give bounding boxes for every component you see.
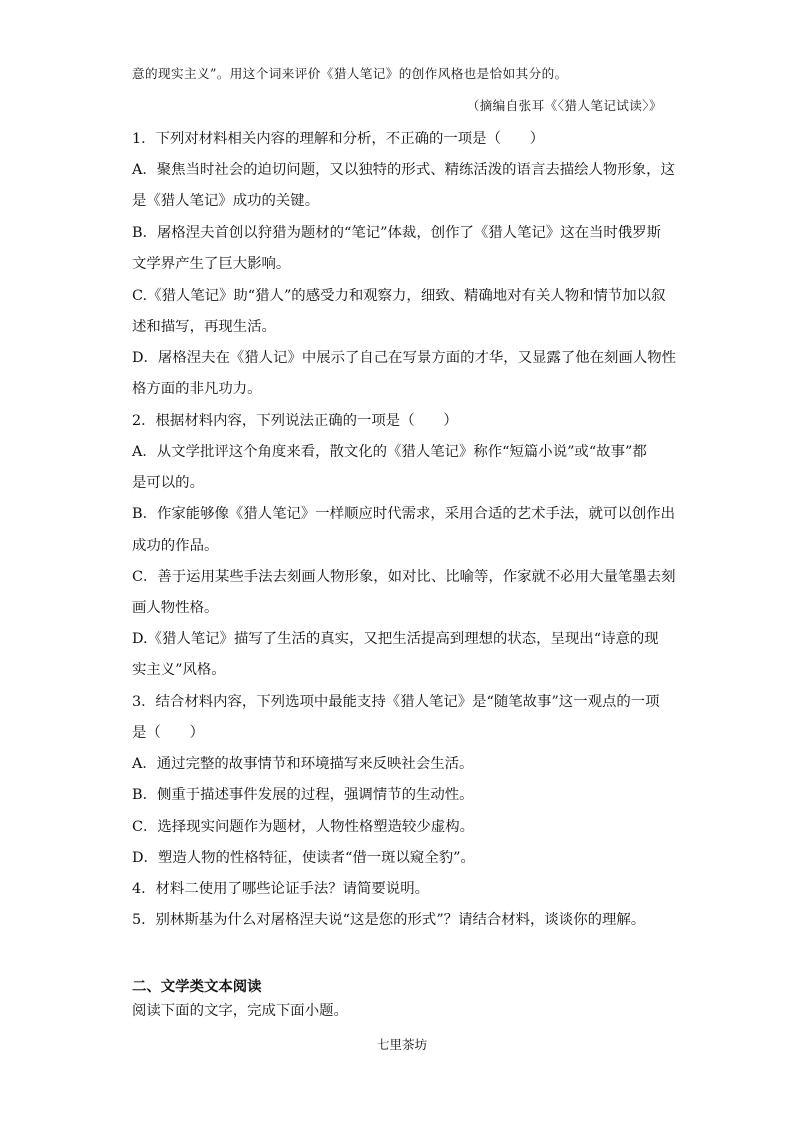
- q3-option-c: C．选择现实问题作为题材，人物性格塑造较少虚构。: [132, 819, 474, 835]
- q1-option-a-line2: 是《猎人笔记》成功的关键。: [132, 193, 320, 209]
- citation: （摘编自张耳《〈猎人笔记试读〉》: [466, 98, 662, 113]
- q2-option-b-line1: B．作家能够像《猎人笔记》一样顺应时代需求，采用合适的艺术手法，就可以创作出: [132, 506, 676, 522]
- q1-option-b-line1: B．屠格涅夫首创以狩猎为题材的“笔记”体裁，创作了《猎人笔记》这在当时俄罗斯: [132, 225, 661, 241]
- story-title: 七里茶坊: [376, 1037, 428, 1052]
- q1-option-a-line1: A．聚焦当时社会的迫切问题，又以独特的形式、精练活泼的语言去描绘人物形象，这: [132, 162, 675, 178]
- question-1-stem: 1．下列对材料相关内容的理解和分析，不正确的一项是（ ）: [132, 131, 545, 147]
- q1-option-d-line2: 格方面的非凡功力。: [132, 381, 262, 397]
- question-3-stem-line2: 是（ ）: [132, 725, 204, 741]
- q3-option-a: A．通过完整的故事情节和环境描写来反映社会生活。: [132, 756, 474, 772]
- q1-option-c-line1: C.《猎人笔记》助“猎人”的感受力和观察力，细致、精确地对有关人物和情节加以叙: [132, 288, 666, 304]
- q2-option-c-line1: C．善于运用某些手法去刻画人物形象，如对比、比喻等，作家就不必用大量笔墨去刻: [132, 569, 676, 585]
- q3-option-b: B．侧重于描述事件发展的过程，强调情节的生动性。: [132, 787, 474, 803]
- q2-option-b-line2: 成功的作品。: [132, 538, 219, 554]
- q2-option-c-line2: 画人物性格。: [132, 600, 219, 616]
- q1-option-d-line1: D．屠格涅夫在《猎人记》中展示了自己在写景方面的才华，又显露了他在刻画人物性: [132, 350, 676, 366]
- q3-option-d: D．塑造人物的性格特征，使读者“借一斑以窥全豹”。: [132, 850, 475, 866]
- q2-option-d-line2: 实主义”风格。: [132, 662, 226, 678]
- q2-option-a-line2: 是可以的。: [132, 475, 204, 491]
- intro-line: 意的现实主义”。用这个词来评价《猎人笔记》的创作风格也是恰如其分的。: [132, 66, 568, 81]
- q1-option-c-line2: 述和描写，再现生活。: [132, 319, 276, 335]
- q2-option-a-line1: A．从文学批评这个角度来看，散文化的《猎人笔记》称作“短篇小说”或“故事”都: [132, 444, 647, 460]
- q2-option-d-line1: D.《猎人笔记》描写了生活的真实，又把生活提高到理想的状态，呈现出“诗意的现: [132, 631, 659, 647]
- q1-option-b-line2: 文学界产生了巨大影响。: [132, 256, 291, 272]
- question-2-stem: 2．根据材料内容，下列说法正确的一项是（ ）: [132, 413, 458, 429]
- question-3-stem-line1: 3．结合材料内容，下列选项中最能支持《猎人笔记》是“随笔故事”这一观点的一项: [132, 694, 660, 710]
- question-4-stem: 4．材料二使用了哪些论证手法？请简要说明。: [132, 881, 429, 897]
- section-instruction: 阅读下面的文字，完成下面小题。: [132, 1003, 348, 1019]
- section-heading: 二、文学类文本阅读: [132, 978, 262, 995]
- question-5-stem: 5．别林斯基为什么对屠格涅夫说“这是您的形式”？请结合材料，谈谈你的理解。: [132, 912, 646, 928]
